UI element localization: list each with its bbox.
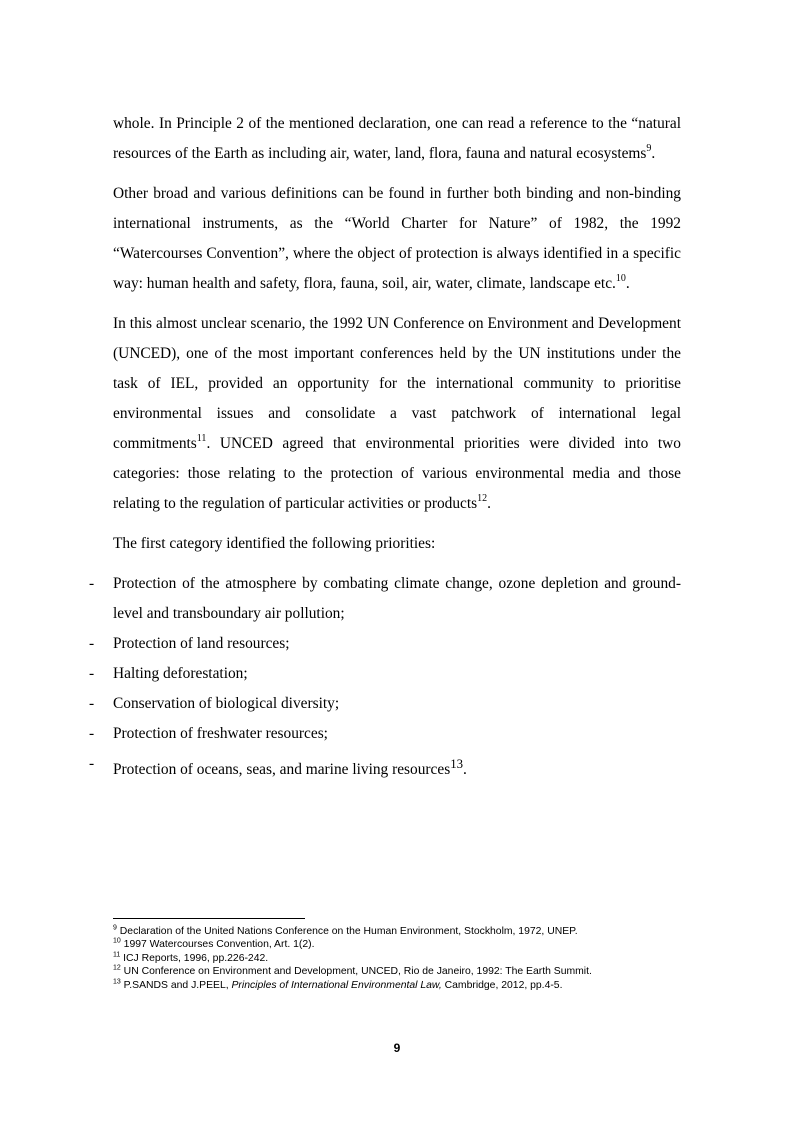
paragraph-2 — [113, 179, 681, 299]
dash-marker: - — [89, 635, 95, 652]
paragraph-tail: . — [651, 145, 656, 162]
footnote-ref-11[interactable]: 11 — [196, 432, 207, 444]
footnote-9 — [113, 925, 713, 938]
footnote-ref-9[interactable]: 9 — [646, 142, 652, 154]
footnotes — [113, 918, 713, 992]
footnote-13 — [113, 979, 713, 992]
list-item-text: Protection of freshwater resources; — [113, 725, 328, 742]
footnote-12 — [113, 965, 713, 978]
list-item-text: Halting deforestation; — [113, 665, 248, 682]
paragraph-1 — [113, 109, 681, 169]
dash-marker: - — [89, 665, 95, 682]
footnote-ref-10[interactable]: 10 — [615, 272, 626, 284]
dash-marker: - — [89, 575, 95, 592]
list-item-tail: . — [463, 761, 467, 779]
dash-marker: - — [89, 725, 95, 742]
list-item — [89, 719, 681, 749]
paragraph-text: The first category identified the following priorities: — [113, 535, 436, 552]
list-item — [89, 569, 681, 629]
dash-marker: - — [89, 755, 95, 772]
list-item-text: Protection of land resources; — [113, 635, 290, 652]
footnote-number: 11 — [113, 951, 121, 959]
paragraph-text: whole. In Principle 2 of the mentioned declaration, one can read a reference to the “natural resources of the Earth as including air, water, land, flora, fauna and natural ecosystems — [113, 115, 681, 162]
dash-marker: - — [89, 695, 95, 712]
footnote-number: 12 — [113, 964, 121, 972]
paragraph-text: . UNCED agreed that environmental priorities were divided into two categories: those relating to the protection of various environmental media and those relating to the regulation of particular activities or products — [113, 435, 681, 512]
footnote-number: 10 — [113, 937, 121, 945]
list-item — [89, 689, 681, 719]
list-item-text: Protection of the atmosphere by combating climate change, ozone depletion and ground-level and transboundary air pollution; — [113, 575, 681, 622]
list-item — [89, 629, 681, 659]
paragraph-tail: . — [487, 495, 491, 512]
priorities-list — [89, 569, 681, 785]
list-item — [89, 659, 681, 689]
list-item — [89, 749, 681, 785]
footnote-book-title: Principles of International Environmental Law, — [231, 979, 442, 991]
list-item-text: Protection of oceans, seas, and marine living resources — [113, 761, 451, 779]
footnote-text: Cambridge, 2012, pp.4-5. — [441, 979, 563, 991]
page-number: 9 — [393, 1041, 401, 1055]
footnote-10 — [113, 938, 713, 951]
footnote-text: UN Conference on Environment and Development, UNCED, Rio de Janeiro, 1992: The Earth Summit. — [120, 966, 592, 978]
footnote-11 — [113, 952, 713, 965]
paragraph-text: Other broad and various definitions can be found in further both binding and non-binding international instruments, as the “World Charter for Nature” of 1982, the 1992 “Watercourses Convention”, where the object of protection is always identified in a specific way: human health and safety, flora, fauna, soil, air, water, climate, landscape etc. — [113, 185, 681, 292]
footnote-ref-13[interactable]: 13 — [450, 757, 464, 771]
paragraph-3 — [113, 309, 681, 519]
footnote-number: 9 — [113, 924, 117, 932]
footnote-separator — [113, 918, 305, 919]
footnote-number: 13 — [113, 978, 121, 986]
paragraph-text: In this almost unclear scenario, the 1992 UN Conference on Environment and Development (UNCED), one of the most important conferences held by the UN institutions under the task of IEL, provided an opportunity for the international community to prioritise environmental issues and consolidate a vast patchwork of international legal commitments — [113, 315, 681, 452]
footnote-text: P.SANDS and J.PEEL, — [120, 979, 232, 991]
paragraph-4 — [113, 529, 681, 559]
page-body — [89, 109, 681, 785]
footnote-ref-12[interactable]: 12 — [477, 492, 488, 504]
paragraph-tail: . — [625, 275, 630, 292]
footnote-text: 1997 Watercourses Convention, Art. 1(2). — [120, 939, 315, 951]
footnote-text: ICJ Reports, 1996, pp.226-242. — [120, 952, 269, 964]
list-item-text: Conservation of biological diversity; — [113, 695, 340, 712]
footnote-text: Declaration of the United Nations Conference on the Human Environment, Stockholm, 1972, UNEP. — [116, 926, 578, 937]
